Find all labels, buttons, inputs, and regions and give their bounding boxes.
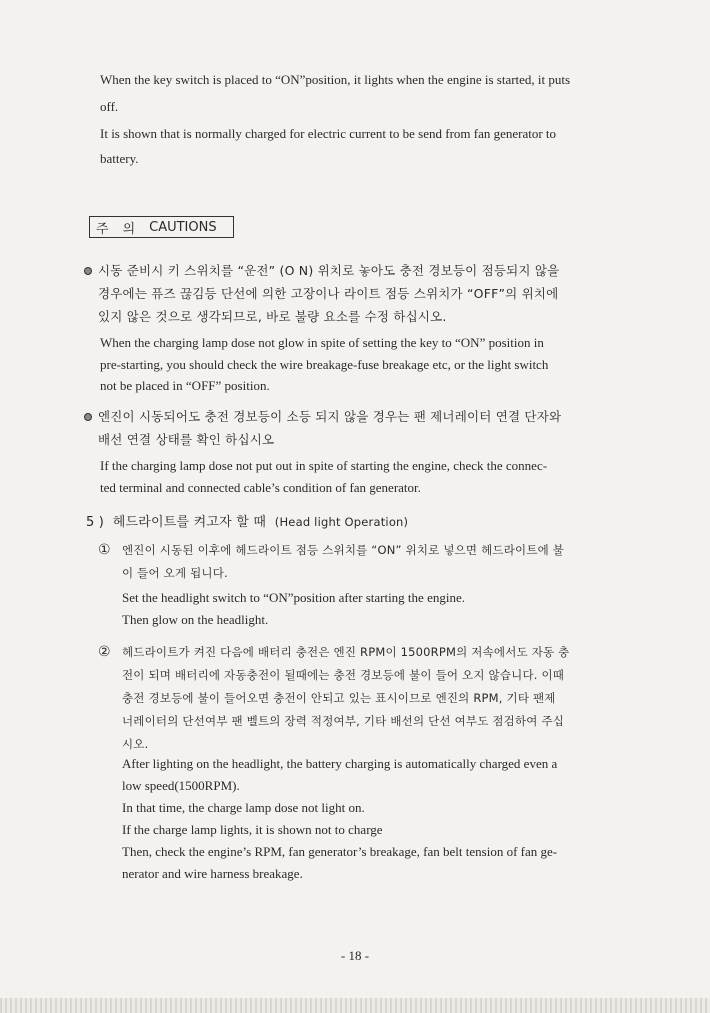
item2-ko-line-2: 전이 되며 배터리에 자동충전이 될때에는 충전 경보등에 불이 들어 오지 않습니다. 이때 xyxy=(122,668,565,682)
bullet2-ko-line-2: 배선 연결 상태를 확인 하십시오 xyxy=(98,432,275,447)
page-number: - 18 - xyxy=(340,948,370,963)
item2-ko-line-5: 시오. xyxy=(122,737,149,751)
scan-edge xyxy=(0,998,710,1013)
item1-ko-line-2: 이 들어 오게 됩니다. xyxy=(122,566,228,580)
item2-en-line-6: nerator and wire harness breakage. xyxy=(122,866,303,881)
section5-title-en: (Head light Operation) xyxy=(274,515,409,529)
item2-en-line-3: In that time, the charge lamp dose not light on. xyxy=(122,800,365,815)
item2-en-line-2: low speed(1500RPM). xyxy=(122,778,240,793)
bullet1-en-line-3: not be placed in “OFF” position. xyxy=(100,378,270,393)
bullet1-ko-line-1: 시동 준비시 키 스위치를 “운전” (O N) 위치로 놓아도 충전 경보등이 점등되지 않을 xyxy=(98,263,560,278)
intro-line-4: battery. xyxy=(100,151,139,166)
item2-ko-line-4: 너레이터의 단선여부 팬 벨트의 장력 적정여부, 기타 배선의 단선 여부도 점검하여 주십 xyxy=(122,714,565,728)
section5-heading xyxy=(86,513,408,532)
bullet1-ko-line-3: 있지 않은 것으로 생각되므로, 바로 불량 요소를 수정 하십시오. xyxy=(98,309,447,324)
bullet1-en-line-2: pre-starting, you should check the wire breakage-fuse breakage etc, or the light switch xyxy=(100,357,549,372)
item1-en-line-2: Then glow on the headlight. xyxy=(122,612,269,627)
intro-line-2: off. xyxy=(100,99,119,114)
bullet2-ko-line-1: 엔진이 시동되어도 충전 경보등이 소등 되지 않을 경우는 팬 제너레이터 연결 단자와 xyxy=(98,409,562,424)
section5-title-ko: 헤드라이트를 켜고자 할 때 xyxy=(112,515,267,530)
item2-en-line-5: Then, check the engine’s RPM, fan generator’s breakage, fan belt tension of fan ge- xyxy=(122,844,558,859)
intro-line-1: When the key switch is placed to “ON”position, it lights when the engine is started, it puts xyxy=(100,72,571,87)
item1-marker: ① xyxy=(98,542,111,558)
bullet2-en-line-1: If the charging lamp dose not put out in spite of starting the engine, check the connec- xyxy=(100,458,548,473)
caution-label: CAUTIONS xyxy=(149,219,217,235)
caution-char-2: 의 xyxy=(122,221,136,237)
bullet1-en-line-1: When the charging lamp dose not glow in spite of setting the key to “ON” position in xyxy=(100,335,544,350)
item2-ko-line-1: 헤드라이트가 켜진 다음에 배터리 충전은 엔진 RPM이 1500RPM의 저속에서도 자동 충 xyxy=(122,645,570,659)
item2-en-line-1: After lighting on the headlight, the battery charging is automatically charged even a xyxy=(122,756,558,771)
bullet-icon xyxy=(84,267,92,275)
item2-marker: ② xyxy=(98,644,111,660)
section5-number: 5 ) xyxy=(86,515,105,530)
item2-en-line-4: If the charge lamp lights, it is shown not to charge xyxy=(122,822,383,837)
item2-ko-line-3: 충전 경보등에 불이 들어오면 충전이 안되고 있는 표시이므로 엔진의 RPM, 기타 팬제 xyxy=(122,691,556,705)
bullet1-ko-line-2: 경우에는 퓨즈 끊김등 단선에 의한 고장이나 라이트 점등 스위치가 “OFF”의 위치에 xyxy=(98,286,559,301)
caution-char-1: 주 xyxy=(96,221,109,237)
intro-line-3: It is shown that is normally charged for electric current to be send from fan generator to xyxy=(100,126,557,141)
caution-heading-box xyxy=(89,216,234,238)
item1-en-line-1: Set the headlight switch to “ON”position after starting the engine. xyxy=(122,590,465,605)
bullet2-en-line-2: ted terminal and connected cable’s condition of fan generator. xyxy=(100,480,421,495)
item1-ko-line-1: 엔진이 시동된 이후에 헤드라이트 점등 스위치를 “ON” 위치로 넣으면 헤드라이트에 불 xyxy=(122,543,565,557)
bullet-icon xyxy=(84,413,92,421)
